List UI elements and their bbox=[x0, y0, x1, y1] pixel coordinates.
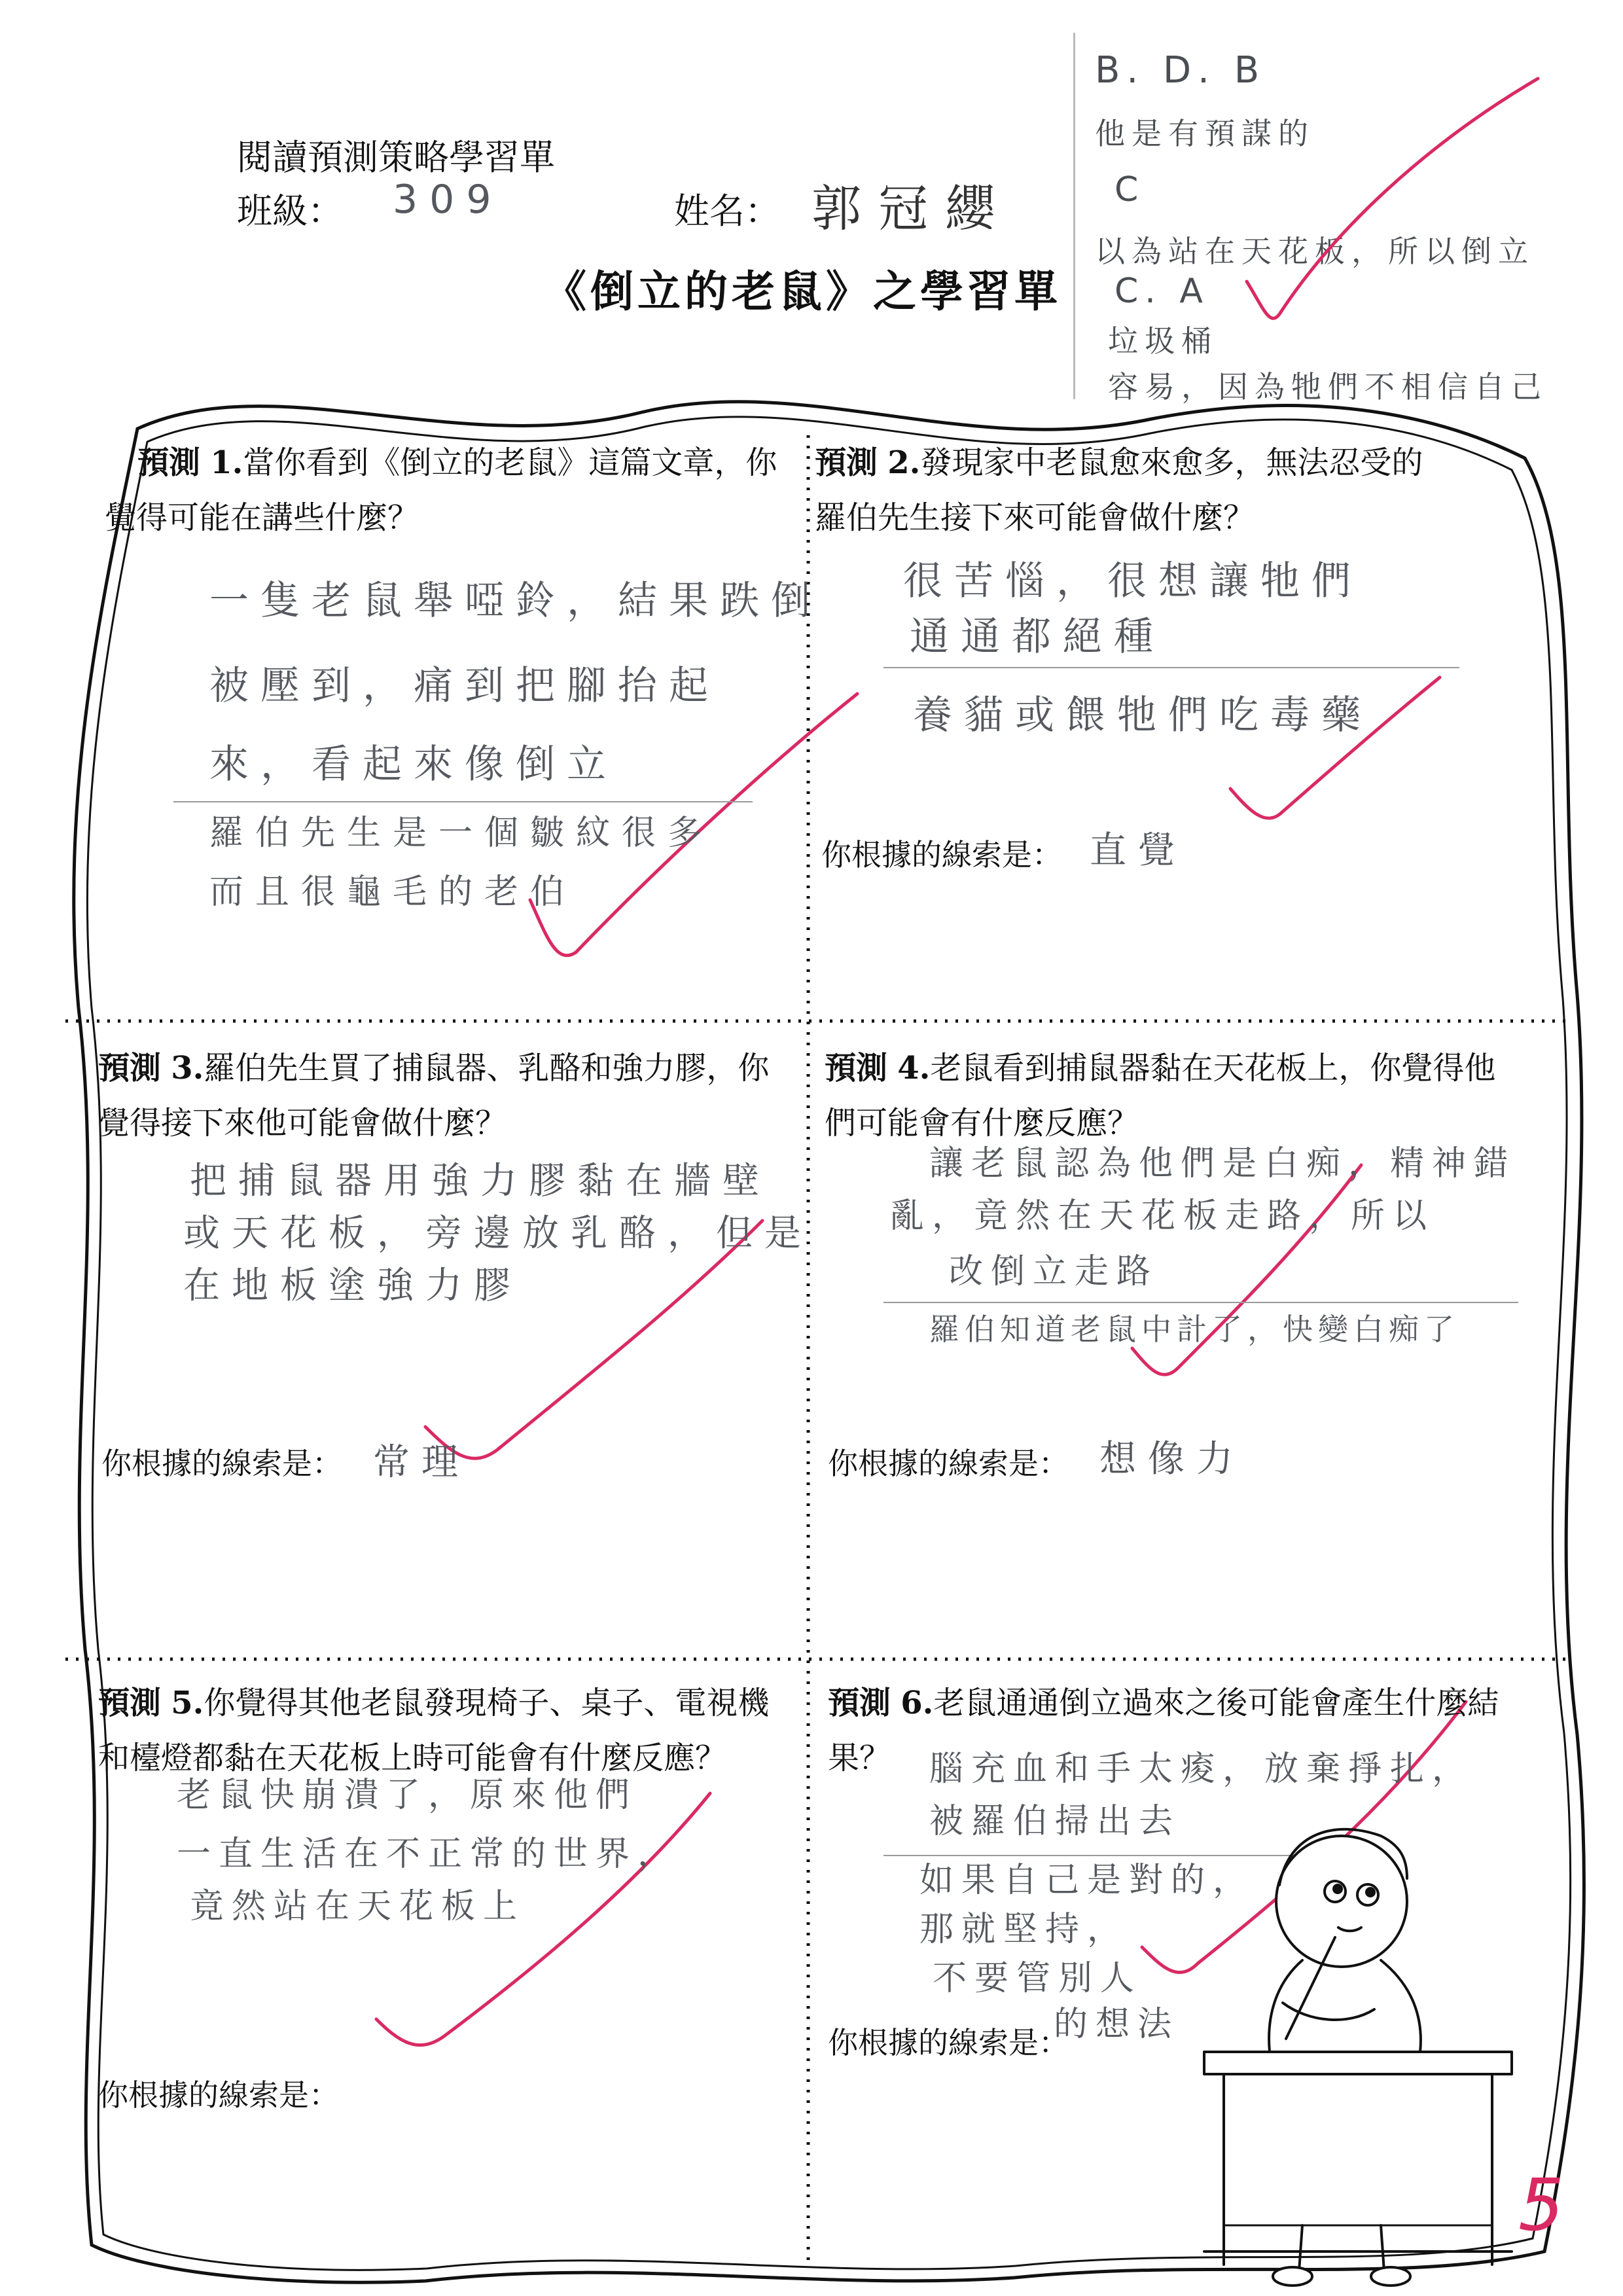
prediction-number: 1. bbox=[210, 444, 243, 481]
clue-label: 你根據的線索是： bbox=[828, 2025, 1069, 2060]
extra-line: 羅伯知道老鼠中計了，快變白痴了 bbox=[929, 1312, 1459, 1347]
answer-line: 在地板塗強力膠 bbox=[183, 1265, 522, 1307]
note-line: 垃圾桶 bbox=[1108, 323, 1218, 359]
clue-value: 常理 bbox=[373, 1441, 470, 1484]
question-line: 你覺得其他老鼠發現椅子、桌子、電視機 bbox=[204, 1685, 770, 1721]
name-value: 郭冠纓 bbox=[812, 179, 1012, 238]
answer-line: 老鼠快崩潰了，原來他們 bbox=[177, 1776, 638, 1815]
prediction-prefix: 預測 bbox=[828, 1685, 891, 1721]
answer-line: 亂，竟然在天花板走路，所以 bbox=[890, 1196, 1435, 1236]
answer-line: 或天花板，旁邊放乳酪，但是 bbox=[183, 1212, 813, 1255]
prediction-prefix: 預測 bbox=[825, 1050, 888, 1086]
clue-label: 你根據的線索是： bbox=[821, 837, 1062, 872]
score-mark: 5 bbox=[1518, 2163, 1564, 2247]
class-label: 班級： bbox=[237, 190, 343, 232]
prediction-prefix: 預測 bbox=[98, 1685, 162, 1721]
extra-line: 羅伯先生是一個皺紋很多 bbox=[209, 814, 714, 853]
question-line: 羅伯先生買了捕鼠器、乳酪和強力膠，你 bbox=[204, 1050, 770, 1086]
question-line: 老鼠看到捕鼠器黏在天花板上，你覺得他 bbox=[930, 1050, 1496, 1086]
question-line: 果？ bbox=[828, 1740, 891, 1776]
prediction-3-question bbox=[98, 1041, 798, 1151]
check-mark-icon bbox=[1247, 79, 1538, 318]
prediction-4-question bbox=[825, 1041, 1518, 1151]
prediction-number: 3. bbox=[171, 1050, 204, 1086]
question-line: 覺得接下來他可能會做什麼？ bbox=[98, 1105, 507, 1141]
answer-line: 來，看起來像倒立 bbox=[209, 742, 618, 787]
prediction-number: 4. bbox=[897, 1050, 931, 1086]
question-line: 羅伯先生接下來可能會做什麼？ bbox=[815, 499, 1255, 536]
answer-line: 被羅伯掃出去 bbox=[929, 1802, 1181, 1841]
extra-line: 的想法 bbox=[1054, 2005, 1180, 2044]
answer-line: 竟然站在天花板上 bbox=[190, 1887, 526, 1926]
worksheet-title: 閱讀預測策略學習單 bbox=[237, 137, 555, 178]
note-line: 以為站在天花板，所以倒立 bbox=[1095, 234, 1535, 269]
prediction-2-question bbox=[815, 435, 1508, 545]
note-line: B. D. B bbox=[1095, 49, 1266, 92]
clue-label: 你根據的線索是： bbox=[828, 1446, 1069, 1481]
answer-line: 腦充血和手太痠，放棄掙扎， bbox=[929, 1749, 1474, 1789]
class-value: 309 bbox=[393, 177, 503, 223]
answer-line: 被壓到，痛到把腳抬起 bbox=[209, 663, 720, 709]
prediction-prefix: 預測 bbox=[98, 1050, 162, 1086]
clue-value: 直覺 bbox=[1090, 829, 1186, 872]
answer-line: 把捕鼠器用強力膠黏在牆壁 bbox=[190, 1160, 771, 1202]
prediction-prefix: 預測 bbox=[137, 444, 201, 481]
clue-label: 你根據的線索是： bbox=[98, 2077, 339, 2113]
answer-line: 很苦惱，很想讓牠們 bbox=[903, 558, 1363, 604]
note-line: 容易，因為牠們不相信自己 bbox=[1108, 369, 1548, 404]
question-line: 覺得可能在講些什麼？ bbox=[105, 499, 419, 536]
note-line: C. A bbox=[1115, 272, 1209, 311]
prediction-1-question bbox=[105, 435, 798, 545]
lesson-title: 《倒立的老鼠》之學習單 bbox=[543, 266, 1061, 317]
prediction-prefix: 預測 bbox=[815, 444, 878, 481]
answer-line: 讓老鼠認為他們是白痴，精神錯 bbox=[929, 1144, 1516, 1183]
extra-line: 養貓或餵牠們吃毒藥 bbox=[913, 692, 1372, 738]
clue-label: 你根據的線索是： bbox=[101, 1446, 342, 1481]
prediction-number: 2. bbox=[887, 444, 921, 481]
extra-line: 那就堅持， bbox=[919, 1910, 1130, 1949]
prediction-number: 6. bbox=[901, 1685, 934, 1721]
question-line: 和檯燈都黏在天花板上時可能會有什麼反應？ bbox=[98, 1740, 727, 1776]
question-line: 老鼠通通倒立過來之後可能會產生什麼結 bbox=[933, 1685, 1499, 1721]
answer-line: 一直生活在不正常的世界， bbox=[177, 1835, 680, 1874]
question-line: 們可能會有什麼反應？ bbox=[825, 1105, 1139, 1141]
clue-value: 想像力 bbox=[1099, 1438, 1245, 1480]
name-label: 姓名： bbox=[674, 190, 780, 232]
question-line: 發現家中老鼠愈來愈多，無法忍受的 bbox=[920, 444, 1423, 481]
extra-line: 而且很龜毛的老伯 bbox=[209, 872, 577, 912]
answer-line: 通通都絕種 bbox=[910, 614, 1165, 660]
note-line: 他是有預謀的 bbox=[1095, 116, 1315, 151]
answer-line: 改倒立走路 bbox=[949, 1252, 1159, 1291]
prediction-number: 5. bbox=[171, 1685, 204, 1721]
note-line: C bbox=[1115, 170, 1145, 209]
answer-line: 一隻老鼠舉啞鈴，結果跌倒 bbox=[209, 578, 822, 624]
extra-line: 不要管別人 bbox=[933, 1959, 1143, 1998]
extra-line: 如果自己是對的， bbox=[919, 1861, 1255, 1900]
question-line: 當你看到《倒立的老鼠》這篇文章，你 bbox=[243, 444, 777, 481]
